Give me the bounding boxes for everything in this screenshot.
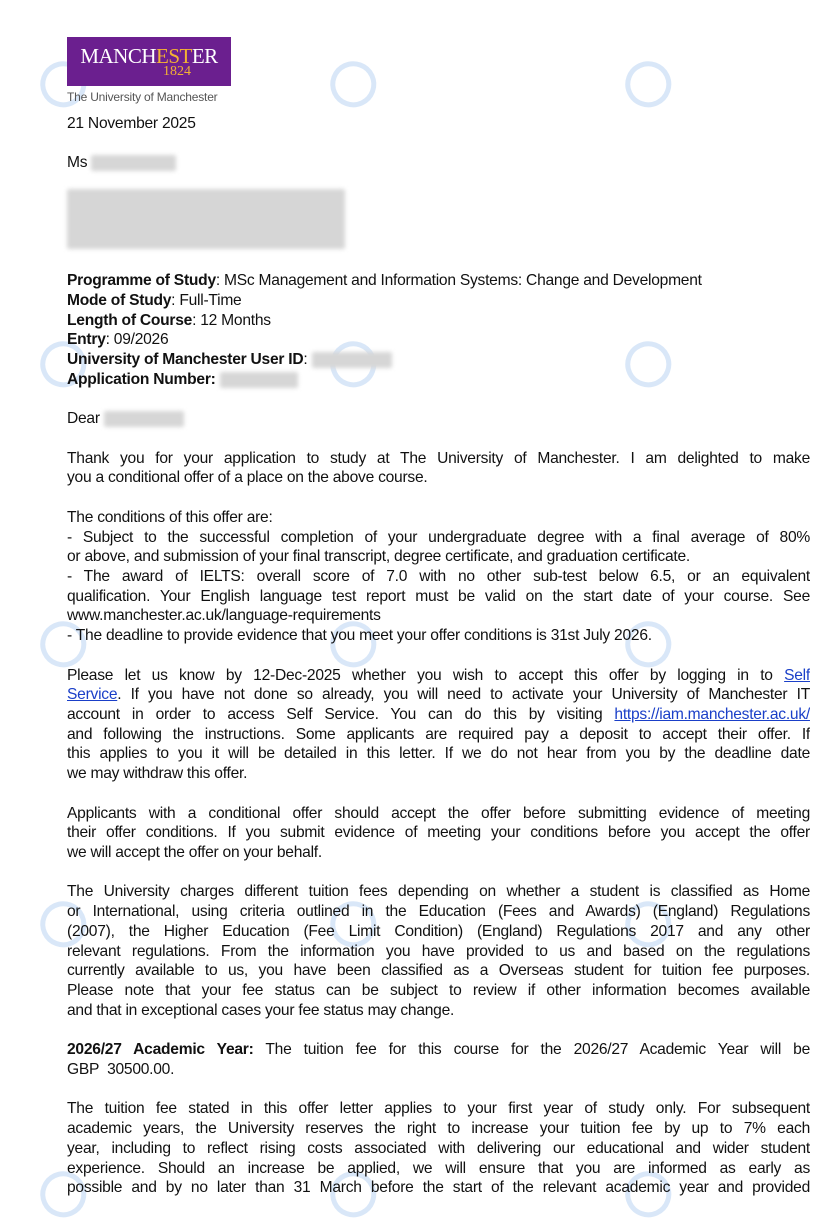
- redacted-name: [104, 411, 184, 427]
- text-line: Please note that your fee status can be subject to review if other information becomes available: [67, 982, 810, 1000]
- paragraph-intro: [67, 449, 810, 488]
- text-line: you a conditional offer of a place on the above course.: [67, 469, 428, 487]
- paragraph-conditions: [67, 508, 810, 646]
- condition-ielts: - The award of IELTS: overall score of 7.0 with no other sub-test below 6.5, or an equivalent: [67, 567, 810, 585]
- text-line: possible and by no later than 31 March before the start of the relevant academic year and provided: [67, 1179, 810, 1197]
- redacted-application-number: [220, 372, 298, 388]
- recipient-address: [67, 173, 810, 271]
- offer-details: [67, 271, 810, 389]
- greeting: Dear: [67, 409, 810, 429]
- text-line: (2007), the Higher Education (Fee Limit Condition) (England) Regulations 2017 and any other: [67, 922, 810, 940]
- tuition-amount: GBP 30500.00.: [67, 1060, 175, 1078]
- condition-degree: - Subject to the successful completion of your undergraduate degree with a final average of 80%: [67, 528, 810, 546]
- detail-user-id: University of Manchester User ID:: [67, 350, 810, 370]
- self-service-link[interactable]: Self: [784, 666, 810, 684]
- paragraph-tuition-fee: [67, 1040, 810, 1079]
- letter-date: 21 November 2025: [67, 115, 196, 132]
- text-line: currently available to us, you have been classified as a Overseas student for tuition fee purposes.: [67, 962, 810, 980]
- text-line: relevant regulations. From the information you have provided to us and based on the regulations: [67, 942, 810, 960]
- text-line: and following the instructions. Some applicants are required pay a deposit to accept their offer. If: [67, 725, 810, 743]
- redacted-user-id: [312, 352, 392, 368]
- text-line: we may withdraw this offer.: [67, 765, 248, 783]
- university-logo: MANCHESTER 1824: [67, 37, 231, 86]
- text-line: The University charges different tuition fees depending on whether a student is classified as Home: [67, 883, 810, 901]
- text-line: experience. Should an increase be applied, we will ensure that you are informed as early as: [67, 1159, 810, 1177]
- text-line: The tuition fee stated in this offer letter applies to your first year of study only. For subsequent: [67, 1100, 810, 1118]
- text-line: Please let us know by 12-Dec-2025 whether you wish to accept this offer by logging in to Self: [67, 666, 810, 684]
- self-service-link[interactable]: Service: [67, 686, 118, 704]
- text-line: this applies to you it will be detailed in this letter. If we do not hear from you by the deadline date: [67, 745, 810, 763]
- text-line: Thank you for your application to study at The University of Manchester. I am delighted to make: [67, 449, 810, 467]
- redacted-address: [67, 189, 345, 249]
- watermark-icon: [323, 51, 390, 115]
- text-line: 2026/27 Academic Year: The tuition fee for this course for the 2026/27 Academic Year will be: [67, 1041, 810, 1059]
- recipient-name: Ms: [67, 153, 810, 173]
- detail-mode: Mode of Study: Full-Time: [67, 291, 242, 309]
- text-line: Service. If you have not done so already, you will need to activate your University of Manchester IT: [67, 686, 810, 704]
- text-line: year, including to reflect rising costs associated with delivering our educational and wider student: [67, 1139, 810, 1157]
- text-line: Applicants with a conditional offer should accept the offer before submitting evidence of meeting: [67, 804, 810, 822]
- detail-programme: Programme of Study: MSc Management and Information Systems: Change and Development: [67, 272, 702, 290]
- paragraph-conditional-offer: [67, 804, 810, 863]
- detail-length: Length of Course: 12 Months: [67, 311, 271, 329]
- paragraph-accept: [67, 666, 810, 784]
- text-line: www.manchester.ac.uk/language-requirements: [67, 607, 381, 625]
- logo-subtitle: The University of Manchester: [67, 90, 218, 104]
- text-line: account in order to access Self Service. You can do this by visiting https://iam.manchester.ac.uk/: [67, 705, 810, 723]
- text-line: The conditions of this offer are:: [67, 508, 273, 526]
- redacted-name: [91, 155, 176, 171]
- iam-link[interactable]: https://iam.manchester.ac.uk/: [614, 705, 810, 723]
- paragraph-fee-increase: [67, 1099, 810, 1198]
- text-line: or International, using criteria outlined in the Education (Fees and Awards) (England) Regulations: [67, 903, 810, 921]
- condition-deadline: - The deadline to provide evidence that you meet your offer conditions is 31st July 2026.: [67, 627, 652, 645]
- watermark-icon: [618, 51, 685, 115]
- detail-application-number: Application Number:: [67, 370, 810, 390]
- text-line: academic years, the University reserves the right to increase your tuition fee by up to 7% each: [67, 1120, 810, 1138]
- text-line: qualification. Your English language test report must be valid on the start date of your course. See: [67, 587, 810, 605]
- text-line: their offer conditions. If you submit evidence of meeting your conditions before you accept the offer: [67, 824, 810, 842]
- paragraph-fee-status: [67, 882, 810, 1020]
- offer-letter: [67, 114, 810, 1198]
- detail-entry: Entry: 09/2026: [67, 331, 169, 349]
- text-line: or above, and submission of your final transcript, degree certificate, and graduation certificate.: [67, 548, 690, 566]
- text-line: and that in exceptional cases your fee status may change.: [67, 1001, 455, 1019]
- text-line: we will accept the offer on your behalf.: [67, 844, 322, 861]
